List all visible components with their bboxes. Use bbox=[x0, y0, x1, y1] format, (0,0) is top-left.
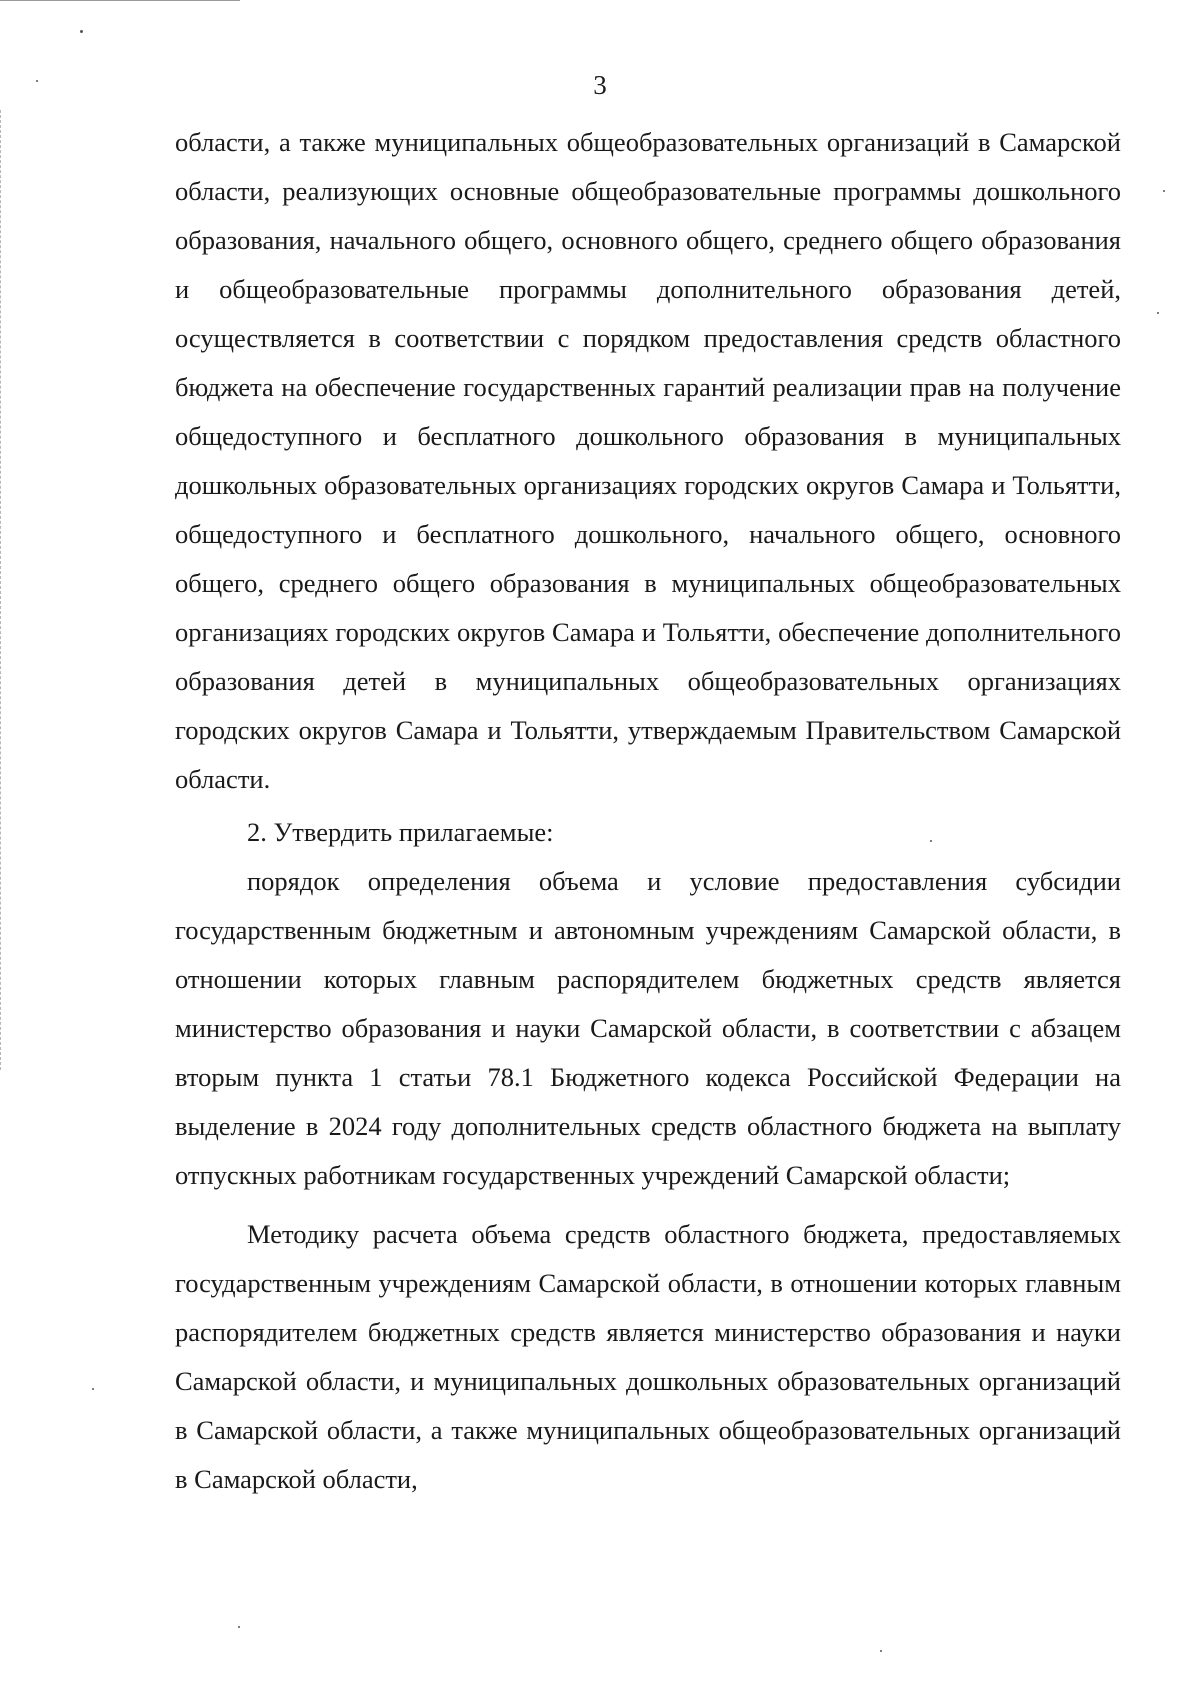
scan-speck bbox=[238, 1626, 240, 1628]
scan-speck bbox=[92, 1388, 94, 1390]
paragraph-methodology: Методику расчета объема средств областного бюджета, предоставляемых государственным учреждениям Самарской области, в отношении которых главным распорядителем бюджетных средств является министерство образования и науки Самарской области, и муниципальных дошкольных образовательных организаций в Самарской области, а также муниципальных общеобразовательных организаций в Самарской области, bbox=[175, 1219, 1121, 1494]
scan-speck bbox=[880, 1650, 882, 1652]
paragraph-item-2: 2. Утвердить прилагаемые: bbox=[247, 817, 554, 847]
scan-edge-top bbox=[0, 0, 240, 1]
document-body bbox=[175, 118, 1121, 1504]
scan-speck bbox=[1157, 312, 1159, 314]
scan-edge-left bbox=[0, 110, 1, 1070]
page-number: 3 bbox=[593, 70, 607, 100]
paragraph-procedure: порядок определения объема и условие предоставления субсидии государственным бюджетным и автономным учреждениям Самарской области, в отношении которых главным распорядителем бюджетных средств является министерство образования и науки Самарской области, в соответствии с абзацем вторым пункта 1 статьи 78.1 Бюджетного кодекса Российской Федерации на выделение в 2024 году дополнительных средств областного бюджета на выплату отпускных работникам государственных учреждений Самарской области; bbox=[175, 866, 1121, 1190]
paragraph-continuation: области, а также муниципальных общеобразовательных организаций в Самарской области, реализующих основные общеобразовательные программы дошкольного образования, начального общего, основного общего, среднего общего образования и общеобразовательные программы дополнительного образования детей, осуществляется в соответствии с порядком предоставления средств областного бюджета на обеспечение государственных гарантий реализации прав на получение общедоступного и бесплатного дошкольного образования в муниципальных дошкольных образовательных организациях городских округов Самара и Тольятти, общедоступного и бесплатного дошкольного, начального общего, основного общего, среднего общего образования в муниципальных общеобразовательных организациях городских округов Самара и Тольятти, обеспечение дополнительного образования детей в муниципальных общеобразовательных организациях городских округов Самара и Тольятти, утверждаемым Правительством Самарской области. bbox=[175, 127, 1121, 794]
scan-speck bbox=[1163, 190, 1165, 192]
scan-speck bbox=[80, 30, 83, 33]
